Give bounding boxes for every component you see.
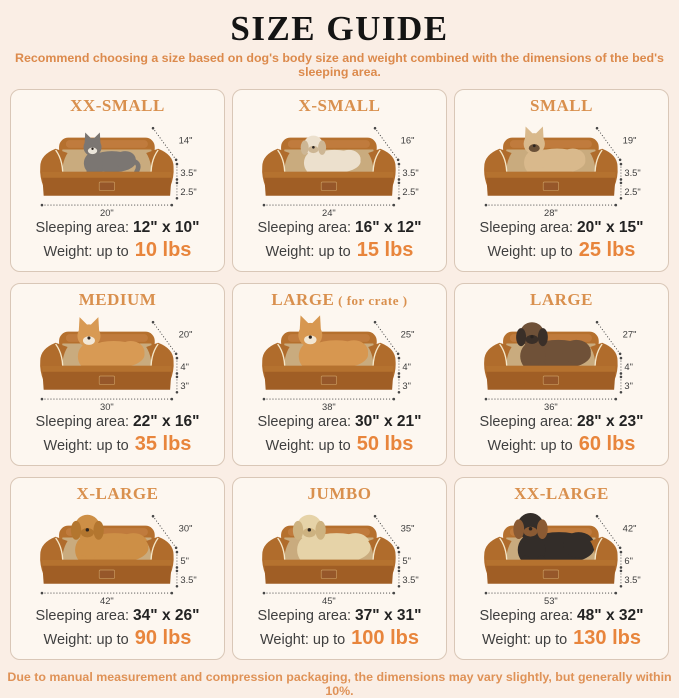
weight-value: 10 lbs bbox=[134, 239, 192, 261]
sleeping-area-line bbox=[36, 218, 200, 238]
weight-line bbox=[44, 238, 192, 264]
size-card bbox=[10, 283, 225, 466]
size-name-main: X-SMALL bbox=[298, 96, 381, 115]
sleeping-area-label: Sleeping area: bbox=[479, 414, 574, 430]
dog-illustration bbox=[298, 315, 368, 372]
svg-text:42": 42" bbox=[99, 595, 114, 606]
disclaimer-text: Due to manual measurement and compression packaging, the dimensions may vary slightly, but generally within 10%. bbox=[7, 670, 672, 698]
weight-value: 35 lbs bbox=[134, 433, 192, 455]
svg-text:36": 36" bbox=[543, 401, 558, 412]
svg-text:3.5": 3.5" bbox=[623, 573, 641, 585]
bed-illustration bbox=[30, 117, 206, 218]
size-name-suffix: ( for crate ) bbox=[334, 293, 408, 308]
size-name-main: X-LARGE bbox=[76, 484, 159, 503]
weight-label: Weight: up to bbox=[259, 632, 346, 648]
weight-label: Weight: up to bbox=[43, 438, 129, 454]
svg-text:38": 38" bbox=[321, 401, 336, 412]
sleeping-area-line bbox=[480, 412, 644, 432]
dog-illustration bbox=[516, 322, 591, 372]
size-name-main: JUMBO bbox=[307, 484, 372, 503]
size-name-main: XX-SMALL bbox=[70, 96, 165, 115]
svg-text:3.5": 3.5" bbox=[623, 167, 641, 179]
svg-text:28": 28" bbox=[543, 207, 558, 218]
weight-value: 130 lbs bbox=[573, 627, 641, 649]
svg-text:3": 3" bbox=[179, 379, 189, 391]
sleeping-area-line bbox=[36, 412, 200, 432]
dog-illustration bbox=[70, 515, 148, 567]
svg-text:2.5": 2.5" bbox=[179, 185, 197, 197]
svg-text:5": 5" bbox=[179, 555, 189, 567]
weight-label: Weight: up to bbox=[43, 632, 129, 648]
size-name bbox=[530, 96, 593, 116]
weight-line bbox=[44, 626, 192, 652]
bed-illustration bbox=[252, 311, 428, 412]
size-name-main: LARGE bbox=[271, 290, 335, 309]
svg-text:20": 20" bbox=[178, 328, 192, 340]
bed-illustration bbox=[474, 117, 650, 218]
sleeping-area-value: 48" x 32" bbox=[577, 607, 644, 624]
bed-illustration bbox=[474, 311, 650, 412]
weight-value: 60 lbs bbox=[578, 433, 636, 455]
svg-text:53": 53" bbox=[543, 595, 558, 606]
dog-illustration bbox=[77, 317, 144, 372]
bed-graphic bbox=[262, 136, 396, 196]
svg-text:14": 14" bbox=[178, 134, 192, 146]
sleeping-area-label: Sleeping area: bbox=[257, 608, 352, 624]
weight-label: Weight: up to bbox=[487, 244, 573, 260]
page-title: SIZE GUIDE bbox=[230, 9, 449, 48]
bed-illustration bbox=[30, 311, 206, 412]
weight-line bbox=[266, 238, 414, 264]
size-card bbox=[232, 89, 447, 272]
svg-text:6": 6" bbox=[623, 555, 633, 567]
sleeping-area-label: Sleeping area: bbox=[35, 414, 130, 430]
weight-line bbox=[488, 432, 636, 458]
weight-label: Weight: up to bbox=[265, 438, 351, 454]
dog-illustration bbox=[513, 513, 594, 568]
weight-value: 100 lbs bbox=[351, 627, 419, 649]
sleeping-area-line bbox=[258, 412, 422, 432]
sleeping-area-label: Sleeping area: bbox=[479, 608, 574, 624]
sleeping-area-line bbox=[480, 218, 644, 238]
svg-text:3.5": 3.5" bbox=[179, 167, 197, 179]
svg-text:24": 24" bbox=[321, 207, 336, 218]
sleeping-area-value: 37" x 31" bbox=[355, 607, 422, 624]
bed-illustration bbox=[474, 505, 650, 606]
svg-text:42": 42" bbox=[622, 522, 636, 534]
svg-text:4": 4" bbox=[623, 361, 633, 373]
weight-line bbox=[488, 238, 636, 264]
svg-text:35": 35" bbox=[400, 522, 414, 534]
sleeping-area-label: Sleeping area: bbox=[257, 414, 352, 430]
size-card bbox=[10, 89, 225, 272]
size-name bbox=[514, 484, 609, 504]
sleeping-area-label: Sleeping area: bbox=[479, 220, 574, 236]
size-grid bbox=[0, 89, 679, 660]
size-name bbox=[308, 484, 372, 504]
weight-label: Weight: up to bbox=[43, 244, 129, 260]
svg-text:19": 19" bbox=[622, 134, 636, 146]
svg-text:30": 30" bbox=[178, 522, 192, 534]
svg-text:4": 4" bbox=[401, 361, 411, 373]
bed-graphic bbox=[484, 322, 618, 389]
size-name bbox=[77, 484, 159, 504]
svg-text:3.5": 3.5" bbox=[179, 573, 197, 585]
weight-line bbox=[44, 432, 192, 458]
sleeping-area-label: Sleeping area: bbox=[257, 220, 352, 236]
bed-graphic bbox=[484, 513, 618, 584]
dog-illustration bbox=[523, 126, 585, 176]
weight-label: Weight: up to bbox=[487, 438, 573, 454]
svg-text:2.5": 2.5" bbox=[401, 185, 419, 197]
size-card bbox=[10, 477, 225, 660]
size-name bbox=[79, 290, 157, 310]
sleeping-area-value: 34" x 26" bbox=[133, 607, 200, 624]
sleeping-area-value: 22" x 16" bbox=[133, 413, 200, 430]
weight-label: Weight: up to bbox=[265, 244, 351, 260]
bed-graphic bbox=[40, 317, 174, 390]
size-card bbox=[454, 89, 669, 272]
svg-text:16": 16" bbox=[400, 134, 414, 146]
svg-text:3.5": 3.5" bbox=[401, 167, 419, 179]
bed-illustration bbox=[30, 505, 206, 606]
size-card bbox=[232, 283, 447, 466]
size-card bbox=[232, 477, 447, 660]
size-name bbox=[271, 290, 407, 310]
sleeping-area-label: Sleeping area: bbox=[35, 608, 130, 624]
svg-text:45": 45" bbox=[321, 595, 336, 606]
weight-value: 90 lbs bbox=[134, 627, 192, 649]
weight-line bbox=[266, 432, 414, 458]
size-card bbox=[454, 477, 669, 660]
sleeping-area-value: 20" x 15" bbox=[577, 219, 644, 236]
sleeping-area-label: Sleeping area: bbox=[35, 220, 130, 236]
size-name bbox=[530, 290, 593, 310]
sleeping-area-value: 28" x 23" bbox=[577, 413, 644, 430]
svg-text:5": 5" bbox=[401, 555, 411, 567]
bed-illustration bbox=[252, 117, 428, 218]
svg-text:30": 30" bbox=[99, 401, 114, 412]
bed-graphic bbox=[262, 315, 396, 389]
svg-text:3": 3" bbox=[401, 379, 411, 391]
sleeping-area-value: 12" x 10" bbox=[133, 219, 200, 236]
sleeping-area-line bbox=[480, 606, 644, 626]
size-name-main: SMALL bbox=[530, 96, 593, 115]
svg-text:4": 4" bbox=[179, 361, 189, 373]
sleeping-area-value: 30" x 21" bbox=[355, 413, 422, 430]
size-name-main: LARGE bbox=[530, 290, 593, 309]
recommendation-text: Recommend choosing a size based on dog's body size and weight combined with the dimensions of the bed's sleeping area. bbox=[15, 51, 664, 79]
weight-line bbox=[482, 626, 641, 652]
bed-graphic bbox=[40, 132, 174, 195]
weight-value: 15 lbs bbox=[356, 239, 414, 261]
size-name-main: MEDIUM bbox=[78, 290, 157, 309]
size-name-main: XX-LARGE bbox=[514, 484, 609, 503]
weight-value: 25 lbs bbox=[578, 239, 636, 261]
size-card bbox=[454, 283, 669, 466]
weight-label: Weight: up to bbox=[481, 632, 568, 648]
bed-graphic bbox=[484, 126, 618, 195]
size-name bbox=[70, 96, 165, 116]
sleeping-area-line bbox=[36, 606, 200, 626]
sleeping-area-line bbox=[258, 606, 422, 626]
weight-value: 50 lbs bbox=[356, 433, 414, 455]
svg-text:2.5": 2.5" bbox=[623, 185, 641, 197]
svg-text:27": 27" bbox=[622, 328, 636, 340]
dog-illustration bbox=[292, 515, 370, 567]
svg-text:25": 25" bbox=[400, 328, 414, 340]
sleeping-area-line bbox=[258, 218, 422, 238]
size-name bbox=[299, 96, 381, 116]
sleeping-area-value: 16" x 12" bbox=[355, 219, 422, 236]
bed-illustration bbox=[252, 505, 428, 606]
svg-text:3": 3" bbox=[623, 379, 633, 391]
svg-text:3.5": 3.5" bbox=[401, 573, 419, 585]
svg-text:20": 20" bbox=[99, 207, 114, 218]
weight-line bbox=[260, 626, 419, 652]
bed-graphic bbox=[262, 515, 396, 584]
bed-graphic bbox=[40, 515, 174, 584]
